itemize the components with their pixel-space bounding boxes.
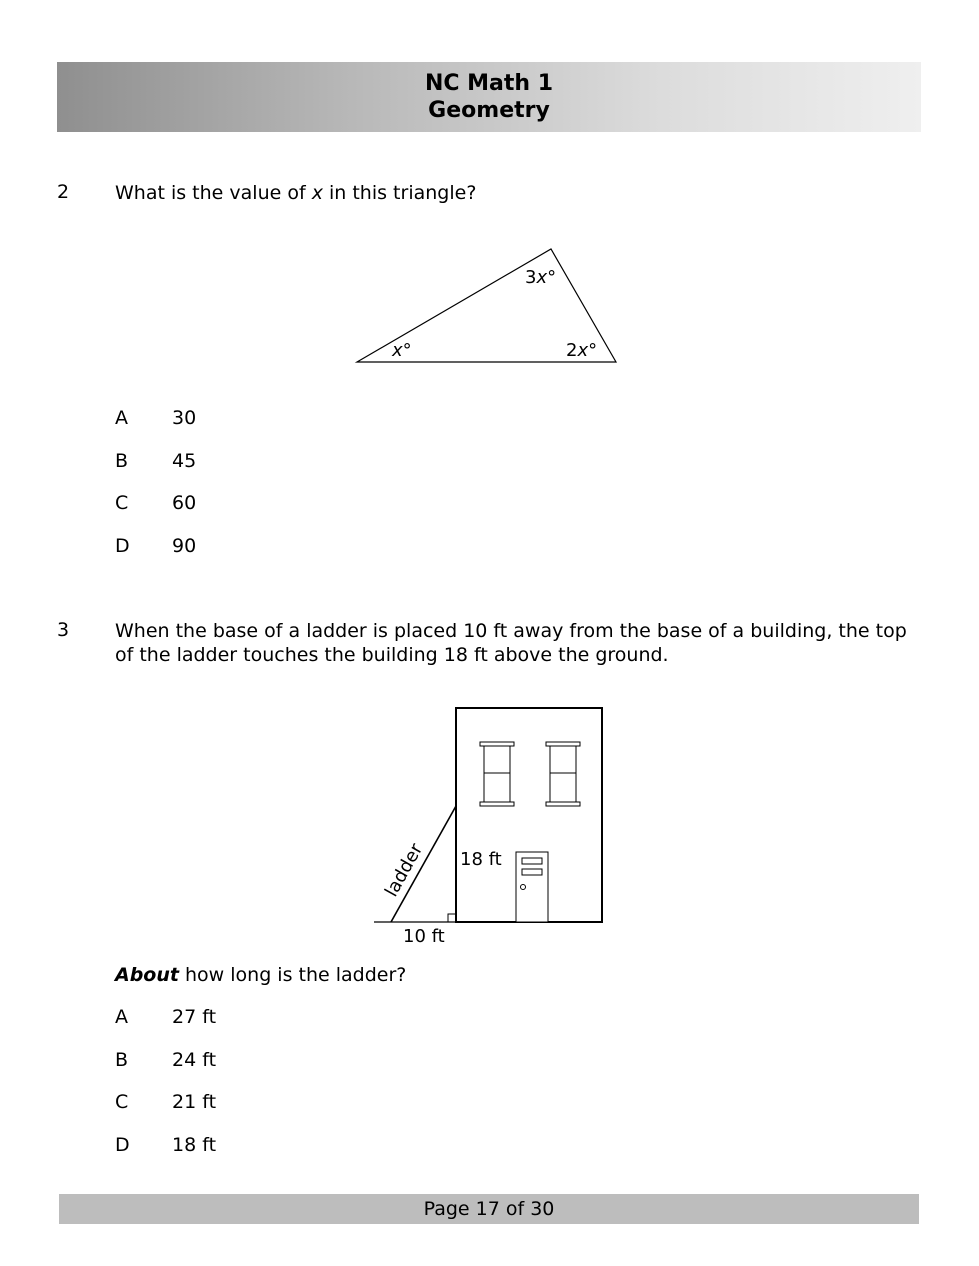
triangle-figure (350, 240, 630, 370)
q2-option-c-letter[interactable]: C (115, 492, 129, 514)
ladder-label: ladder (381, 840, 428, 901)
question-3-text (115, 619, 925, 667)
right-angle-marker (448, 914, 456, 922)
q2-option-d-letter[interactable]: D (115, 535, 130, 557)
question-3-line-2: of the ladder touches the building 18 ft above the ground. (115, 644, 669, 666)
q3-option-a-value[interactable]: 27 ft (172, 1006, 217, 1028)
question-2-text (115, 181, 925, 205)
page-footer (59, 1194, 919, 1224)
window-left (480, 742, 514, 806)
window-right (546, 742, 580, 806)
q2-option-b-letter[interactable]: B (115, 450, 129, 472)
q2-option-a-value[interactable]: 30 (172, 407, 197, 429)
unit-title: Geometry (428, 98, 550, 123)
q3-option-c-letter[interactable]: C (115, 1091, 129, 1113)
course-title: NC Math 1 (424, 71, 554, 96)
question-2-number: 2 (57, 181, 70, 203)
q3-option-c-value[interactable]: 21 ft (172, 1091, 217, 1113)
angle-right-label: 2x° (566, 340, 598, 361)
question-3-prompt (115, 963, 925, 987)
q2-option-a-letter[interactable]: A (115, 407, 128, 429)
ladder-building-figure (360, 700, 620, 952)
question-2-text-end: in this triangle? (322, 182, 477, 204)
question-2-text-start: What is the value of (115, 182, 312, 204)
q3-option-b-letter[interactable]: B (115, 1049, 129, 1071)
angle-top-label: 3x° (525, 267, 557, 288)
q3-option-d-letter[interactable]: D (115, 1134, 130, 1156)
q3-option-b-value[interactable]: 24 ft (172, 1049, 217, 1071)
q3-option-d-value[interactable]: 18 ft (172, 1134, 217, 1156)
prompt-emphasis: About (115, 964, 179, 986)
question-2-variable: x (311, 182, 323, 204)
page-number: Page 17 of 30 (423, 1198, 555, 1220)
base-label: 10 ft (403, 926, 445, 947)
door (516, 852, 548, 922)
q3-option-a-letter[interactable]: A (115, 1006, 128, 1028)
q2-option-b-value[interactable]: 45 (172, 450, 197, 472)
height-label: 18 ft (460, 849, 502, 870)
prompt-rest: how long is the ladder? (178, 964, 407, 986)
question-3-number: 3 (57, 619, 70, 641)
angle-left-label: x° (392, 340, 412, 361)
q2-option-c-value[interactable]: 60 (172, 492, 197, 514)
question-3-line-1: When the base of a ladder is placed 10 ft away from the base of a building, the top (115, 620, 907, 642)
page-header (57, 62, 921, 132)
q2-option-d-value[interactable]: 90 (172, 535, 197, 557)
